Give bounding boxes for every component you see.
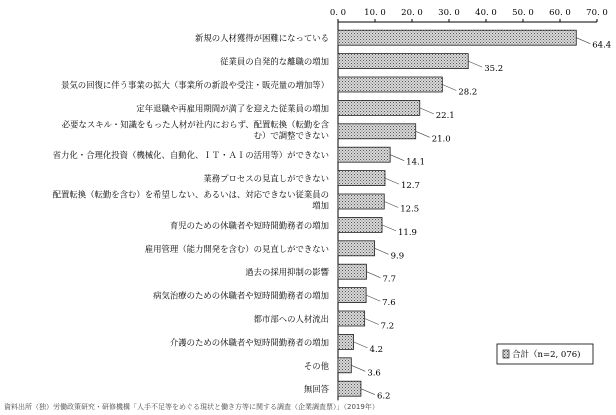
value-label: 21.0 (431, 134, 451, 145)
bar (338, 241, 375, 256)
value-leader-line (576, 38, 590, 44)
x-tick-label: 50. 0 (512, 8, 534, 18)
legend-label: 合計（n=2, 076) (512, 350, 581, 360)
category-label-group (62, 119, 330, 140)
x-tick-label: 0. 0 (329, 8, 347, 18)
x-tick-label: 70. 0 (586, 8, 608, 18)
value-leader-line (384, 202, 398, 208)
value-leader-line (366, 295, 380, 301)
category-label: 都市部への人材流出 (253, 314, 329, 324)
value-label: 14.1 (406, 157, 426, 168)
category-label-group (203, 174, 329, 184)
category-label-group (61, 80, 329, 90)
category-label: 無回答 (303, 384, 329, 395)
category-label-group (136, 103, 329, 113)
value-label: 22.1 (435, 110, 455, 121)
bar (338, 124, 416, 139)
value-label: 64.4 (592, 40, 612, 51)
category-label: む）で調整できない (253, 130, 329, 141)
bar (338, 288, 366, 303)
category-label-group (254, 314, 329, 324)
bar (338, 334, 354, 349)
category-label: 定年退職や再雇用期間が満了を迎えた従業員の増加 (136, 103, 329, 114)
bar (338, 217, 382, 232)
category-label-group (53, 190, 329, 211)
category-label: 過去の採用抑制の影響 (245, 267, 329, 278)
value-label: 35.2 (484, 64, 504, 75)
category-label: 病気治療のための休職者や短時間勤務者の増加 (153, 290, 329, 301)
x-tick-label: 30. 0 (438, 8, 460, 18)
category-label-group (304, 384, 330, 394)
bar (338, 171, 385, 186)
category-label-group (245, 267, 329, 277)
category-label: 育児のための休職者や短時間勤務者の増加 (169, 220, 329, 231)
value-label: 7.2 (380, 321, 395, 332)
category-label-group (145, 244, 329, 254)
value-leader-line (385, 178, 399, 184)
value-leader-line (416, 131, 430, 137)
category-label: 必要なスキル・知識をもった人材が社内におらず、配置転換（転勤を含 (61, 119, 329, 130)
bar (338, 358, 351, 373)
value-leader-line (468, 61, 482, 67)
category-label-group (304, 361, 330, 371)
category-label: 増加 (312, 200, 329, 211)
bar (338, 264, 366, 279)
category-label-group (195, 33, 329, 43)
x-tick-label: 20. 0 (401, 8, 423, 18)
category-labels (53, 33, 330, 394)
value-leader-line (390, 155, 404, 161)
category-label-group (170, 337, 329, 347)
x-tick-label: 40. 0 (475, 8, 497, 18)
bar (338, 54, 468, 69)
category-label: 介護のための休職者や短時間勤務者の増加 (169, 337, 329, 348)
bars (338, 30, 576, 396)
value-leader-line (354, 342, 368, 348)
category-label-group (53, 150, 329, 160)
value-leader-line (351, 365, 365, 371)
value-leader-line (382, 225, 396, 231)
value-label: 9.9 (390, 251, 405, 262)
value-leader-line (420, 108, 434, 114)
bar (338, 30, 576, 45)
value-leader-line (442, 85, 456, 91)
category-label: 従業員の自発的な離職の増加 (220, 56, 329, 67)
category-label-group (153, 291, 329, 301)
value-label: 6.2 (376, 391, 391, 402)
x-tick-label: 10. 0 (364, 8, 386, 18)
value-leader-line (365, 319, 379, 325)
category-label-group (220, 57, 329, 67)
category-label-group (170, 220, 329, 230)
value-label: 28.2 (458, 87, 478, 98)
legend-swatch (503, 350, 509, 358)
legend (497, 344, 593, 364)
bar (338, 381, 361, 396)
bar (338, 311, 365, 326)
category-label: 景気の回復に伴う事業の拡大（事業所の新設や受注・販売量の増加等） (61, 80, 329, 90)
value-label: 11.9 (398, 227, 417, 238)
category-label: 雇用管理（能力開発を含む）の見直しができない (144, 243, 329, 254)
category-label: その他 (303, 360, 329, 371)
value-label: 4.2 (369, 344, 384, 355)
value-leader-line (375, 248, 389, 254)
value-leader-line (361, 389, 375, 395)
category-label: 業務プロセスの見直しができない (203, 173, 329, 184)
category-label: 新規の人材獲得が困難になっている (195, 33, 329, 44)
source-footnote: 資料出所（独）労働政策研究・研修機構「人手不足等をめぐる現状と働き方等に関する調査（企業調査票）」（2019年） (4, 403, 379, 411)
value-leader-line (366, 272, 380, 278)
category-label: 配置転換（転勤を含む）を希望しない、あるいは、対応できない従業員の (52, 189, 329, 200)
bar (338, 77, 442, 92)
value-label: 12.7 (400, 181, 420, 192)
bar (338, 194, 384, 209)
value-label: 7.6 (382, 298, 396, 309)
x-tick-label: 60. 0 (549, 8, 571, 18)
value-label: 3.6 (367, 368, 381, 379)
bar (338, 147, 390, 162)
value-label: 7.7 (382, 274, 397, 285)
value-label: 12.5 (400, 204, 420, 215)
category-label: 省力化・合理化投資（機械化、自動化、ＩＴ・ＡＩの活用等）ができない (52, 150, 329, 161)
bar (338, 100, 420, 115)
